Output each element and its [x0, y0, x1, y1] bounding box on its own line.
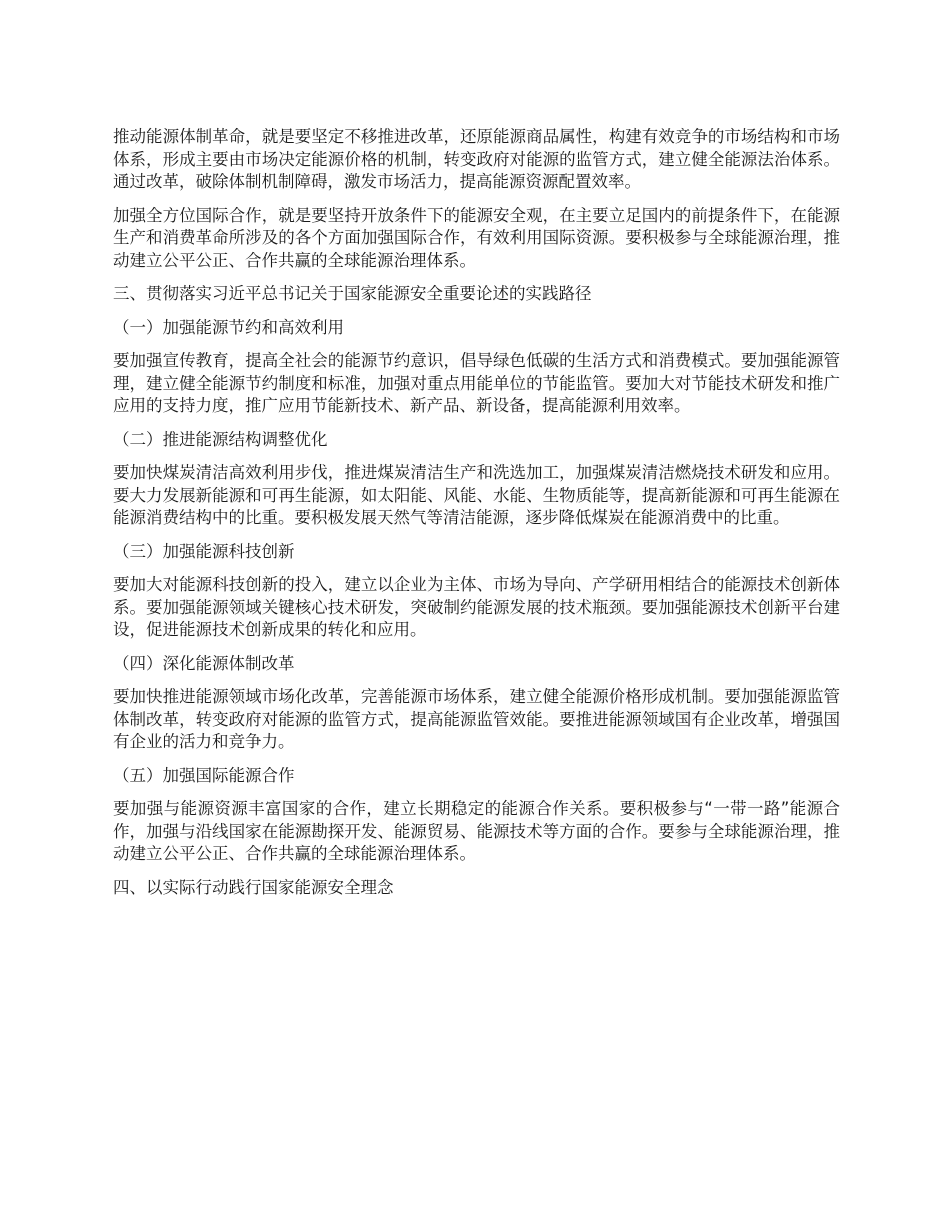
document-body: [113, 126, 840, 910]
paragraph-international-cooperation: 加强全方位国际合作，就是要坚持开放条件下的能源安全观，在主要立足国内的前提条件下，在能源生产和消费革命所涉及的各个方面加强国际合作，有效利用国际资源。要积极参与全球能源治理，推动建立公平公正、合作共赢的全球能源治理体系。: [113, 205, 840, 270]
paragraph-deepen-reform: 要加快推进能源领域市场化改革，完善能源市场体系，建立健全能源价格形成机制。要加强能源监管体制改革，转变政府对能源的监管方式，提高能源监管效能。要推进能源领域国有企业改革，增强国有企业的活力和竞争力。: [113, 687, 840, 751]
section-heading-4: 四、以实际行动践行国家能源安全理念: [113, 877, 394, 897]
subsection-heading-5: （五）加强国际能源合作: [113, 765, 295, 785]
subsection-heading-2: （二）推进能源结构调整优化: [113, 429, 328, 449]
paragraph-energy-saving: 要加强宣传教育，提高全社会的能源节约意识，倡导绿色低碳的生活方式和消费模式。要加强能源管理，建立健全能源节约制度和标准，加强对重点用能单位的节能监管。要加大对节能技术研发和推广应用的支持力度，推广应用节能新技术、新产品、新设备，提高能源利用效率。: [113, 351, 840, 415]
subsection-heading-4: （四）深化能源体制改革: [113, 653, 295, 673]
section-heading-3: 三、贯彻落实习近平总书记关于国家能源安全重要论述的实践路径: [113, 284, 592, 303]
paragraph-tech-innovation: 要加大对能源科技创新的投入，建立以企业为主体、市场为导向、产学研用相结合的能源技术创新体系。要加强能源领域关键核心技术研发，突破制约能源发展的技术瓶颈。要加强能源技术创新平台建设，促进能源技术创新成果的转化和应用。: [113, 575, 840, 639]
subsection-heading-3: （三）加强能源科技创新: [113, 541, 295, 561]
subsection-heading-1: （一）加强能源节约和高效利用: [113, 317, 344, 337]
paragraph-energy-structure: 要加快煤炭清洁高效利用步伐，推进煤炭清洁生产和洗选加工，加强煤炭清洁燃烧技术研发和应用。要大力发展新能源和可再生能源，如太阳能、风能、水能、生物质能等，提高新能源和可再生能源在能源消费结构中的比重。要积极发展天然气等清洁能源，逐步降低煤炭在能源消费中的比重。: [113, 463, 840, 527]
paragraph-international-energy: 要加强与能源资源丰富国家的合作，建立长期稳定的能源合作关系。要积极参与“一带一路”能源合作，加强与沿线国家在能源勘探开发、能源贸易、能源技术等方面的合作。要参与全球能源治理，推动建立公平公正、合作共赢的全球能源治理体系。: [113, 799, 840, 863]
paragraph-energy-system-reform: 推动能源体制革命，就是要坚定不移推进改革，还原能源商品属性，构建有效竞争的市场结构和市场体系，形成主要由市场决定能源价格的机制，转变政府对能源的监管方式，建立健全能源法治体系。通过改革，破除体制机制障碍，激发市场活力，提高能源资源配置效率。: [113, 127, 840, 191]
